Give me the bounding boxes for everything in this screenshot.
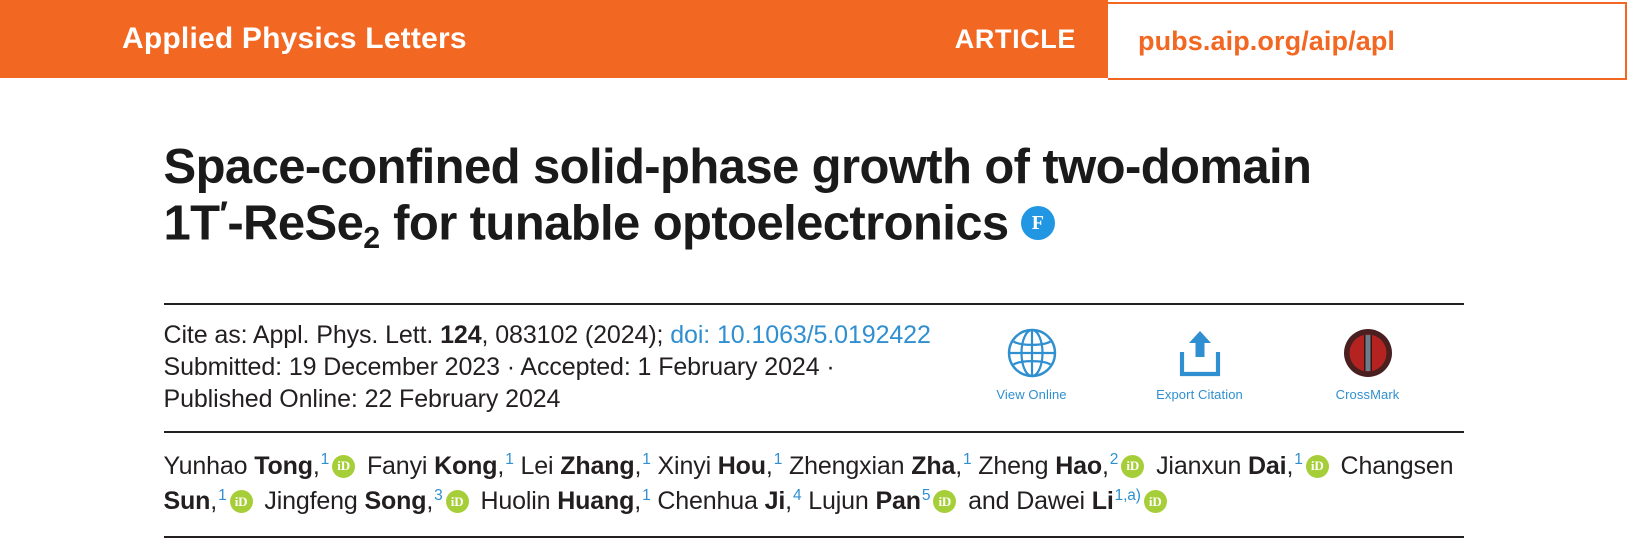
free-access-badge[interactable]: F — [1021, 206, 1055, 240]
article-tools — [976, 319, 1464, 402]
author-space — [1334, 452, 1341, 480]
crossmark-label[interactable]: CrossMark — [1335, 386, 1400, 402]
author-given-name[interactable]: Lujun — [808, 487, 876, 516]
author-affiliation-marker[interactable]: 1 — [642, 486, 651, 504]
author-separator: , — [785, 487, 792, 516]
author-entry — [164, 452, 361, 480]
author-affiliation-marker[interactable]: 1 — [1294, 451, 1303, 469]
author-space — [360, 452, 367, 480]
title-line-2-mid: -ReSe — [227, 196, 364, 251]
title-line-2-post: for tunable optoelectronics — [380, 196, 1009, 251]
author-given-name[interactable]: Dawei — [1016, 487, 1092, 516]
orcid-icon[interactable] — [446, 490, 469, 513]
author-affiliation-marker[interactable]: 5 — [921, 486, 931, 504]
author-surname[interactable]: Zhang — [560, 451, 635, 480]
citation-line-3: Published Online: 22 February 2024 — [163, 384, 561, 413]
author-given-name[interactable]: Jingfeng — [264, 487, 365, 516]
author-given-name[interactable]: Yunhao — [163, 451, 255, 480]
author-given-name[interactable]: Chenhua — [657, 487, 765, 516]
author-affiliation-marker[interactable]: 4 — [792, 486, 802, 504]
citation-pages: , 083102 (2024); — [481, 320, 671, 349]
author-separator: , — [312, 451, 320, 480]
author-entry — [978, 452, 1149, 480]
author-entry — [1156, 452, 1334, 480]
publisher-url[interactable]: pubs.aip.org/aip/apl — [1138, 25, 1396, 56]
author-surname[interactable]: Li — [1091, 487, 1114, 516]
author-affiliation-marker[interactable]: 1 — [505, 451, 514, 469]
author-separator: , — [426, 487, 434, 516]
export-citation-button[interactable] — [1144, 325, 1256, 402]
author-affiliation-marker[interactable]: 1 — [773, 451, 783, 469]
author-surname[interactable]: Ji — [764, 487, 786, 516]
author-given-name[interactable]: Fanyi — [366, 451, 435, 480]
author-affiliation-marker[interactable]: 1 — [963, 451, 972, 469]
author-surname[interactable]: Song — [364, 487, 427, 516]
author-surname[interactable]: Huang — [557, 487, 635, 516]
author-space — [651, 452, 658, 480]
journal-header-bar — [0, 0, 1108, 78]
author-surname[interactable]: Hou — [717, 451, 766, 480]
crossmark-button[interactable] — [1312, 325, 1424, 402]
author-affiliation-marker[interactable]: 3 — [434, 486, 443, 504]
title-subscript: 2 — [363, 220, 381, 255]
citation-block — [164, 319, 931, 415]
citation-prefix: Cite as: Appl. Phys. Lett. — [163, 320, 441, 349]
author-surname[interactable]: Dai — [1248, 451, 1287, 480]
globe-icon[interactable] — [976, 325, 1088, 381]
author-conjunction: and — [968, 487, 1017, 516]
author-entry — [520, 452, 650, 480]
author-surname[interactable]: Zha — [911, 451, 956, 480]
title-line-2-pre: 1T — [163, 196, 220, 251]
author-entry — [658, 452, 783, 480]
author-entry — [968, 487, 1172, 515]
author-given-name[interactable]: Xinyi — [657, 451, 718, 480]
author-given-name[interactable]: Changsen — [1340, 451, 1454, 480]
author-separator: , — [1102, 451, 1109, 480]
author-surname[interactable]: Pan — [875, 487, 921, 516]
author-given-name[interactable]: Lei — [520, 451, 561, 480]
page-title — [164, 140, 1464, 255]
title-prime-symbol: ′ — [219, 194, 228, 234]
author-affiliation-marker[interactable]: 2 — [1109, 451, 1119, 469]
author-affiliation-marker[interactable]: 1,a) — [1114, 486, 1141, 504]
orcid-icon[interactable] — [332, 455, 355, 478]
author-separator: , — [765, 451, 773, 480]
author-given-name[interactable]: Huolin — [480, 487, 558, 516]
orcid-icon[interactable] — [1144, 490, 1167, 513]
author-surname[interactable]: Sun — [163, 487, 211, 516]
publisher-url-box[interactable] — [1108, 2, 1627, 80]
author-separator: , — [634, 487, 642, 516]
author-separator: , — [955, 451, 962, 480]
author-entry — [367, 452, 514, 480]
doi-link[interactable]: doi: 10.1063/5.0192422 — [670, 320, 931, 349]
orcid-icon[interactable] — [933, 490, 956, 513]
author-entry — [789, 452, 971, 480]
view-online-button[interactable] — [976, 325, 1088, 402]
author-surname[interactable]: Hao — [1055, 451, 1102, 480]
author-separator: , — [1286, 451, 1294, 480]
export-citation-label[interactable]: Export Citation — [1156, 386, 1243, 402]
author-separator: , — [210, 487, 218, 516]
author-space — [782, 452, 789, 480]
author-given-name[interactable]: Zhengxian — [789, 451, 912, 480]
author-entry — [480, 487, 650, 515]
citation-line-1 — [164, 319, 931, 351]
title-line-1: Space-confined solid-phase growth of two-domain — [163, 140, 1312, 194]
export-icon[interactable] — [1144, 325, 1256, 381]
author-separator: , — [634, 451, 642, 480]
author-surname[interactable]: Kong — [434, 451, 498, 480]
orcid-icon[interactable] — [230, 490, 253, 513]
crossmark-icon[interactable] — [1312, 325, 1424, 381]
author-entry — [657, 487, 801, 515]
orcid-icon[interactable] — [1306, 455, 1329, 478]
divider-under-authors — [164, 536, 1464, 538]
citation-volume: 124 — [440, 320, 482, 349]
author-entry — [264, 487, 473, 515]
author-given-name[interactable]: Zheng — [978, 451, 1056, 480]
author-affiliation-marker[interactable]: 1 — [642, 451, 651, 469]
journal-title: Applied Physics Letters — [122, 22, 467, 55]
article-front-matter — [0, 78, 1627, 538]
page-header — [0, 0, 1627, 78]
orcid-icon[interactable] — [1121, 455, 1144, 478]
article-type-label: ARTICLE — [954, 23, 1076, 54]
author-entry — [808, 487, 961, 515]
author-given-name[interactable]: Jianxun — [1156, 451, 1248, 480]
author-separator: , — [497, 451, 505, 480]
author-list — [164, 433, 1464, 520]
author-affiliation-marker[interactable]: 1 — [320, 451, 330, 469]
citation-line-2: Submitted: 19 December 2023 · Accepted: 1 February 2024 · — [163, 352, 835, 381]
author-surname[interactable]: Tong — [254, 451, 313, 480]
citation-row — [164, 305, 1464, 415]
view-online-label[interactable]: View Online — [996, 386, 1067, 402]
author-affiliation-marker[interactable]: 1 — [218, 486, 227, 504]
